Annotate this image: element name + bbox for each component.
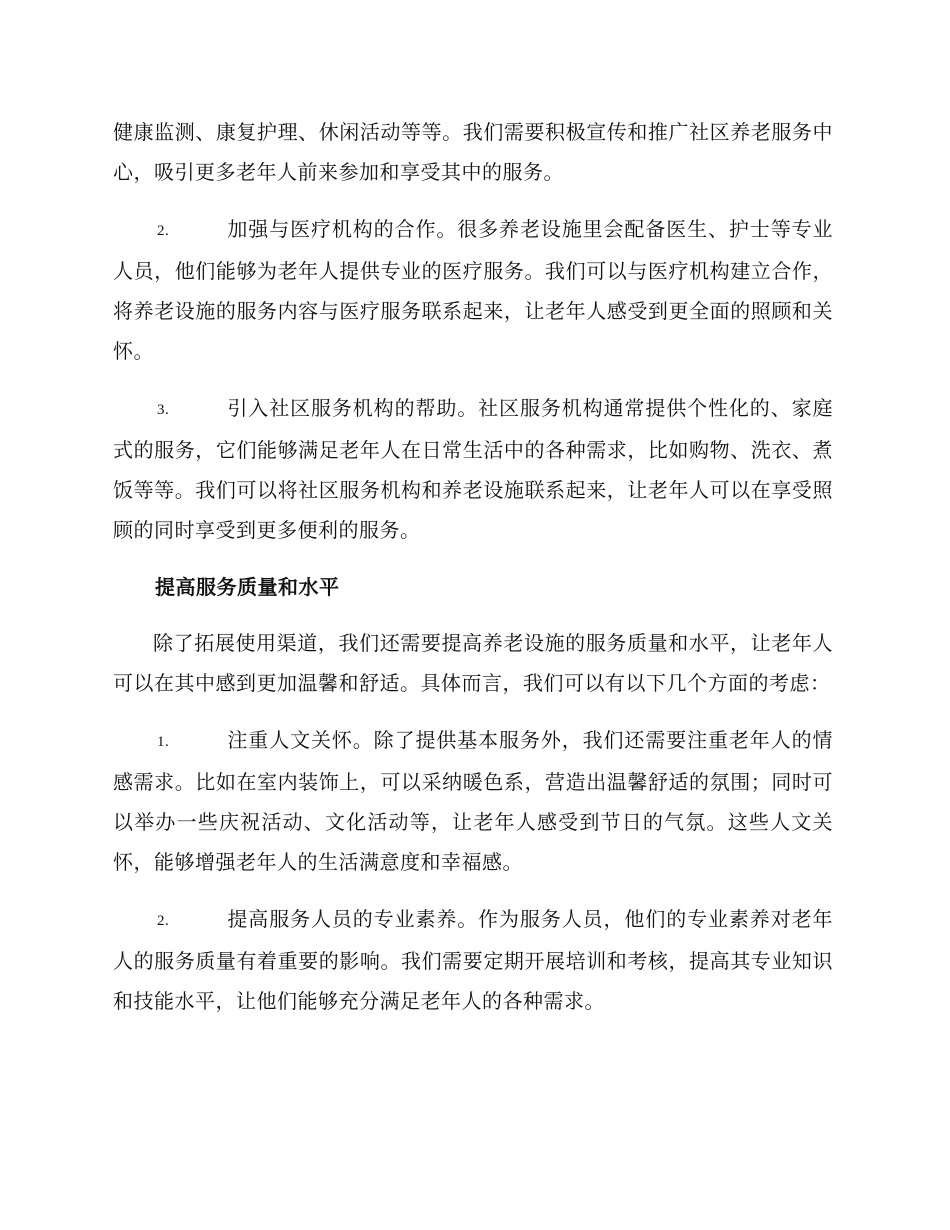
list-item (113, 720, 833, 882)
document-body (113, 112, 833, 1038)
list-item (113, 209, 833, 371)
list-number: 2. (157, 913, 170, 929)
paragraph-intro: 除了拓展使用渠道，我们还需要提高养老设施的服务质量和水平，让老年人可以在其中感到更加温馨和舒适。具体而言，我们可以有以下几个方面的考虑： (113, 631, 833, 695)
list-number: 2. (157, 223, 170, 239)
list-number: 3. (157, 402, 170, 418)
section-heading: 提高服务质量和水平 (155, 575, 340, 599)
list-number: 1. (157, 734, 170, 750)
list-item-text: 注重人文关怀。除了提供基本服务外，我们还需要注重老年人的情感需求。比如在室内装饰上，可以采纳暖色系，营造出温馨舒适的氛围；同时可以举办一些庆祝活动、文化活动等，让老年人感受到节日的气氛。这些人文关怀，能够增强老年人的生活满意度和幸福感。 (113, 728, 833, 874)
list-item-text: 引入社区服务机构的帮助。社区服务机构通常提供个性化的、家庭式的服务，它们能够满足老年人在日常生活中的各种需求，比如购物、洗衣、煮饭等等。我们可以将社区服务机构和养老设施联系起来，让老年人可以在享受照顾的同时享受到更多便利的服务。 (113, 396, 833, 542)
list-item-text: 提高服务人员的专业素养。作为服务人员，他们的专业素养对老年人的服务质量有着重要的影响。我们需要定期开展培训和考核，提高其专业知识和技能水平，让他们能够充分满足老年人的各种需求。 (113, 907, 833, 1013)
list-item (113, 388, 833, 550)
paragraph-continued: 健康监测、康复护理、休闲活动等等。我们需要积极宣传和推广社区养老服务中心，吸引更多老年人前来参加和享受其中的服务。 (113, 120, 833, 184)
list-item (113, 899, 833, 1021)
list-item-text: 加强与医疗机构的合作。很多养老设施里会配备医生、护士等专业人员，他们能够为老年人提供专业的医疗服务。我们可以与医疗机构建立合作，将养老设施的服务内容与医疗服务联系起来，让老年人感受到更全面的照顾和关怀。 (113, 217, 833, 363)
